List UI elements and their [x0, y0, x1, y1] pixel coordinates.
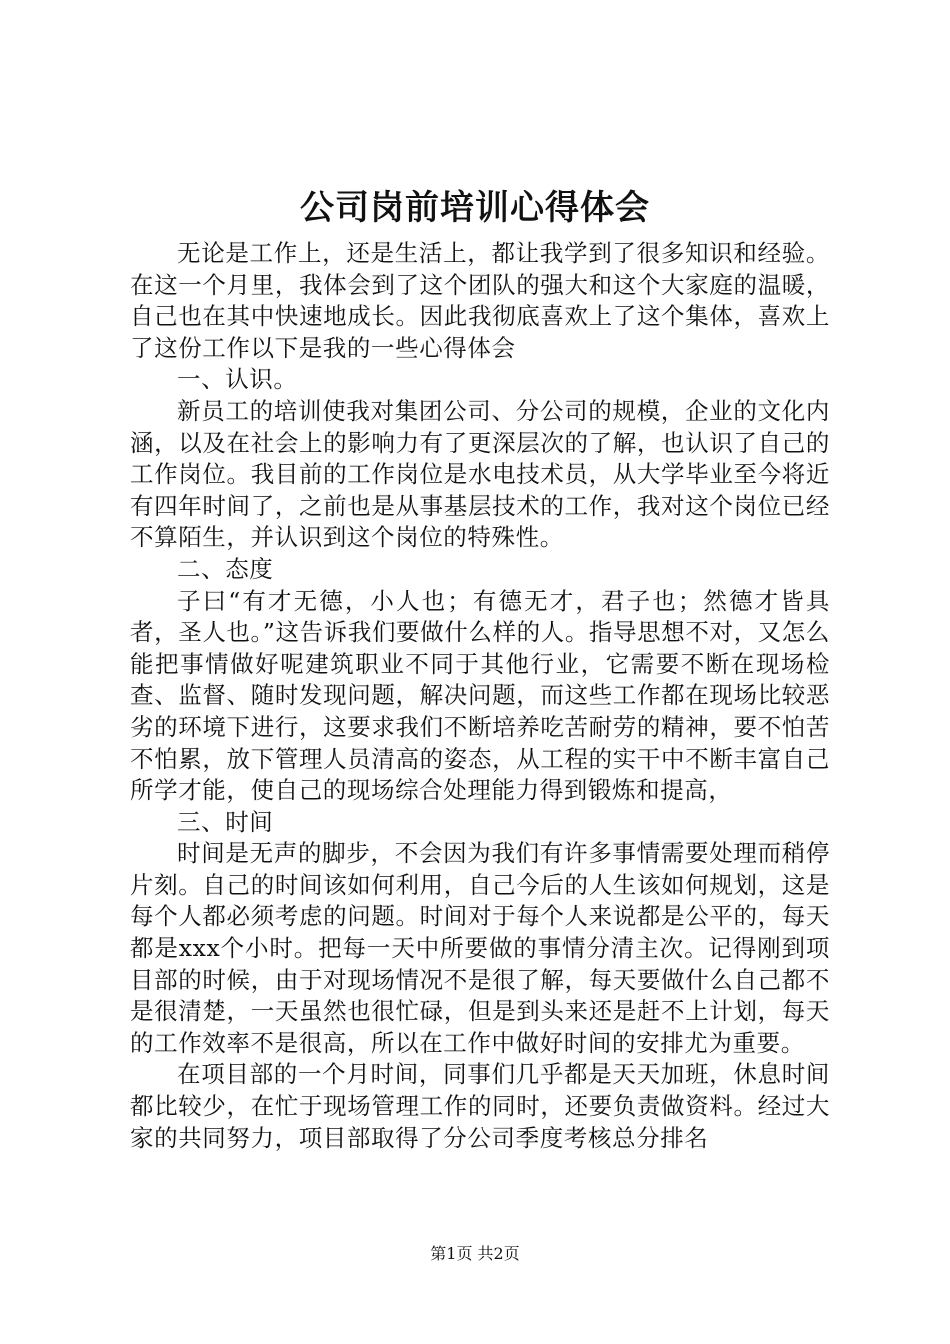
- heading-recognition: 一、认识。: [177, 365, 298, 394]
- heading-attitude: 二、态度: [177, 554, 274, 583]
- heading-time: 三、时间: [177, 807, 274, 836]
- page-footer: 第1页 共2页: [430, 1244, 520, 1263]
- paragraph-project: 在项目部的一个月时间，同事们几乎都是天天加班，休息时间都比较少，在忙于现场管理工作的同时，还要负责做资料。经过大家的共同努力，项目部取得了分公司季度考核总分排名: [130, 1060, 830, 1152]
- paragraph-recognition: 新员工的培训使我对集团公司、分公司的规模，企业的文化内涵，以及在社会上的影响力有了更深层次的了解，也认识了自己的工作岗位。我目前的工作岗位是水电技术员，从大学毕业至今将近有四年时间了，之前也是从事基层技术的工作，我对这个岗位已经不算陌生，并认识到这个岗位的特殊性。: [130, 396, 830, 552]
- paragraph-time: 时间是无声的脚步，不会因为我们有许多事情需要处理而稍停片刻。自己的时间该如何利用，自己今后的人生该如何规划，这是每个人都必须考虑的问题。时间对于每个人来说都是公平的，每天都是xxx个小时。把每一天中所要做的事情分清主次。记得刚到项目部的时候，由于对现场情况不是很了解，每天要做什么自己都不是很清楚，一天虽然也很忙碌，但是到头来还是赶不上计划，每天的工作效率不是很高，所以在工作中做好时间的安排尤为重要。: [130, 839, 830, 1057]
- paragraph-intro: 无论是工作上，还是生活上，都让我学到了很多知识和经验。在这一个月里，我体会到了这个团队的强大和这个大家庭的温暖，自己也在其中快速地成长。因此我彻底喜欢上了这个集体，喜欢上了这份工作以下是我的一些心得体会: [130, 239, 830, 362]
- document-title: 公司岗前培训心得体会: [300, 188, 650, 228]
- document-body: [130, 238, 830, 1154]
- paragraph-attitude: 子曰“有才无德，小人也；有德无才，君子也；然德才皆具者，圣人也。”这告诉我们要做什么样的人。指导思想不对，又怎么能把事情做好呢建筑职业不同于其他行业，它需要不断在现场检查、监督、随时发现问题，解决问题，而这些工作都在现场比较恶劣的环境下进行，这要求我们不断培养吃苦耐劳的精神，要不怕苦不怕累，放下管理人员清高的姿态，从工程的实干中不断丰富自己所学才能，使自己的现场综合处理能力得到锻炼和提高，: [130, 586, 830, 805]
